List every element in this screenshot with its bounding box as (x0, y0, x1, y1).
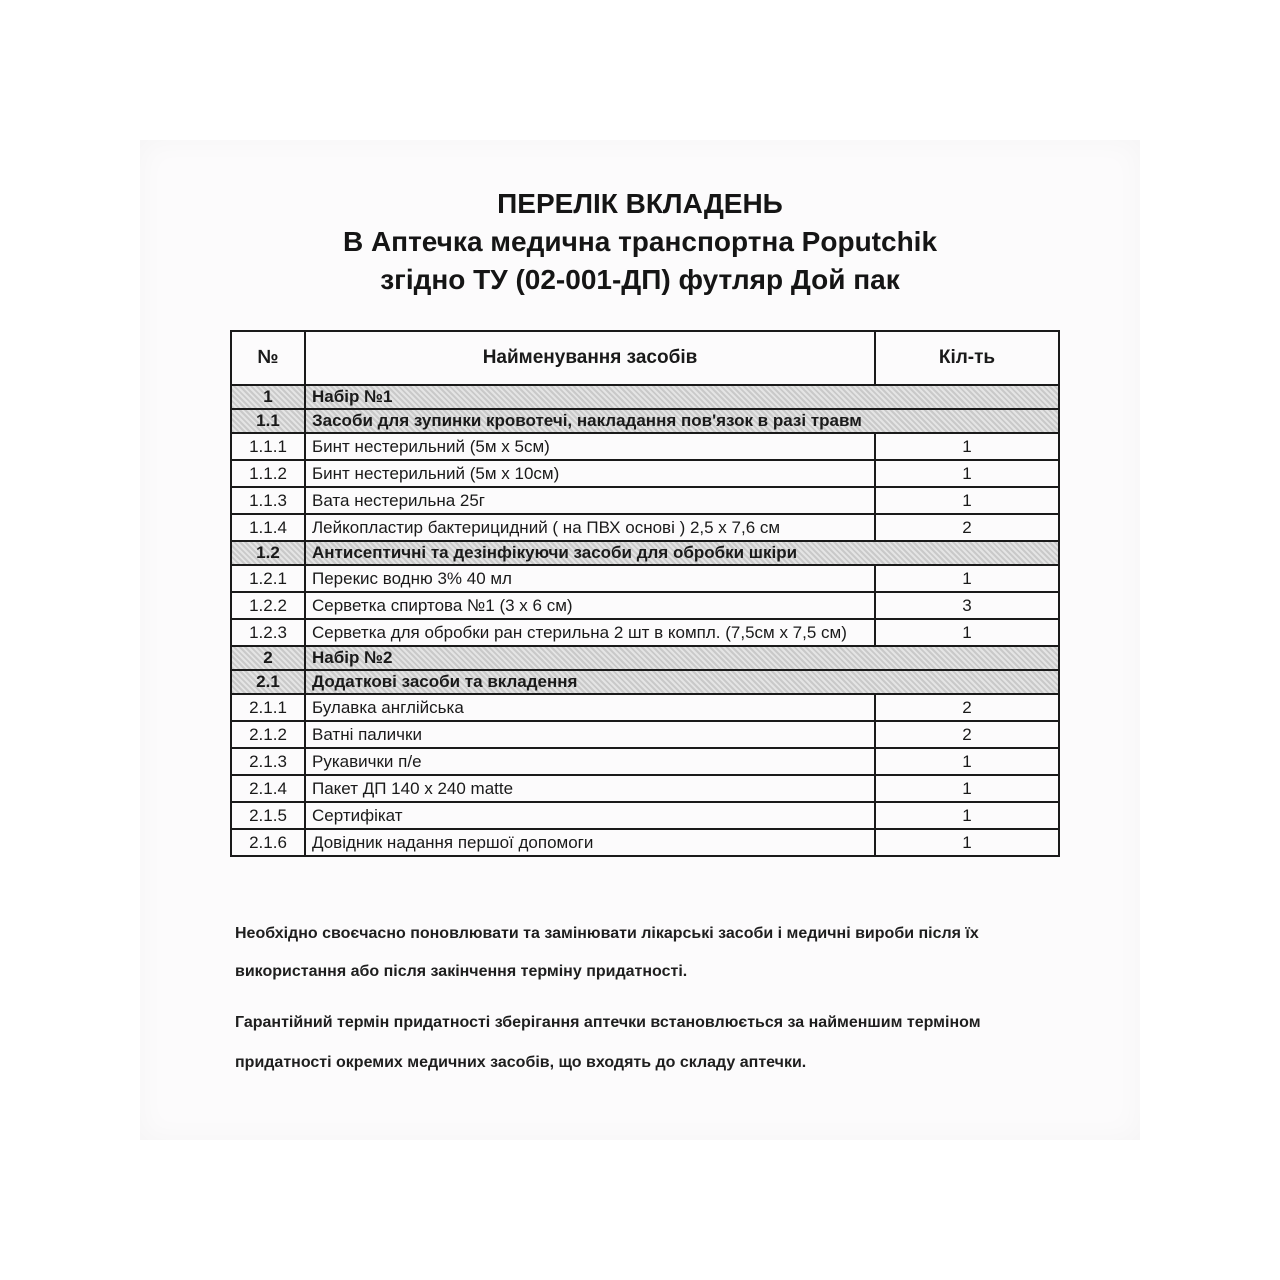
note-paragraph-2: Гарантійний термін придатності зберігання аптечки встановлюється за найменшим терміном придатності окремих медичних засобів, що входять до складу аптечки. (235, 1014, 981, 1071)
row-name: Засоби для зупинки кровотечі, накладання пов'язок в разі травм (305, 409, 1059, 433)
row-num: 1.1.4 (231, 514, 305, 541)
table-row (231, 802, 1059, 829)
header-num: № (231, 331, 305, 385)
row-qty: 1 (875, 460, 1059, 487)
table-row (231, 385, 1059, 409)
row-qty: 2 (875, 694, 1059, 721)
row-num: 2.1.4 (231, 775, 305, 802)
row-num: 2.1.5 (231, 802, 305, 829)
contents-table (230, 330, 1060, 857)
table-row (231, 748, 1059, 775)
row-name: Набір №1 (305, 385, 1059, 409)
row-name: Антисептичні та дезінфікуючи засоби для обробки шкіри (305, 541, 1059, 565)
title-line-3: згідно ТУ (02-001-ДП) футляр Дой пак (380, 264, 900, 295)
row-name: Вата нестерильна 25г (305, 487, 875, 514)
row-num: 1.1.3 (231, 487, 305, 514)
row-qty: 1 (875, 487, 1059, 514)
row-qty: 1 (875, 802, 1059, 829)
table-row (231, 409, 1059, 433)
row-num: 1.1.1 (231, 433, 305, 460)
row-name: Рукавички п/е (305, 748, 875, 775)
row-name: Сертифікат (305, 802, 875, 829)
row-name: Ватні палички (305, 721, 875, 748)
row-num: 1 (231, 385, 305, 409)
row-num: 1.2.1 (231, 565, 305, 592)
table-row (231, 541, 1059, 565)
table-row (231, 775, 1059, 802)
table-row (231, 619, 1059, 646)
row-qty: 3 (875, 592, 1059, 619)
row-num: 2.1 (231, 670, 305, 694)
table-header-row (231, 331, 1059, 385)
table-row (231, 646, 1059, 670)
row-qty: 2 (875, 721, 1059, 748)
table-row (231, 433, 1059, 460)
row-num: 1.2 (231, 541, 305, 565)
table-row (231, 829, 1059, 856)
row-qty: 2 (875, 514, 1059, 541)
row-qty: 1 (875, 619, 1059, 646)
row-name: Серветка для обробки ран стерильна 2 шт в компл. (7,5см х 7,5 см) (305, 619, 875, 646)
row-name: Бинт нестерильний (5м х 10см) (305, 460, 875, 487)
title-line-2: В Аптечка медична транспортна Poputchik (342, 226, 938, 257)
row-num: 1.1 (231, 409, 305, 433)
row-name: Додаткові засоби та вкладення (305, 670, 1059, 694)
table-row (231, 514, 1059, 541)
row-qty: 1 (875, 433, 1059, 460)
header-name: Найменування засобів (305, 331, 875, 385)
row-num: 2 (231, 646, 305, 670)
row-name: Бинт нестерильний (5м х 5см) (305, 433, 875, 460)
row-num: 2.1.1 (231, 694, 305, 721)
note-paragraph-1: Необхідно своєчасно поновлювати та замінювати лікарські засоби і медичні вироби після їх використання або після закінчення терміну придатності. (235, 925, 979, 980)
row-num: 1.2.3 (231, 619, 305, 646)
instruction-sheet (140, 140, 1140, 1140)
notes-section (235, 915, 995, 1095)
row-num: 2.1.6 (231, 829, 305, 856)
row-qty: 1 (875, 565, 1059, 592)
table-row (231, 487, 1059, 514)
row-name: Булавка англійська (305, 694, 875, 721)
row-name: Пакет ДП 140 х 240 matte (305, 775, 875, 802)
document-title (140, 185, 1140, 299)
table-row (231, 460, 1059, 487)
row-qty: 1 (875, 775, 1059, 802)
row-name: Набір №2 (305, 646, 1059, 670)
table-row (231, 670, 1059, 694)
table-row (231, 721, 1059, 748)
row-name: Перекис водню 3% 40 мл (305, 565, 875, 592)
title-line-1: ПЕРЕЛІК ВКЛАДЕНЬ (497, 188, 783, 219)
row-num: 1.2.2 (231, 592, 305, 619)
table-row (231, 694, 1059, 721)
header-qty: Кіл-ть (875, 331, 1059, 385)
table-row (231, 592, 1059, 619)
row-name: Довідник надання першої допомоги (305, 829, 875, 856)
row-qty: 1 (875, 829, 1059, 856)
row-num: 1.1.2 (231, 460, 305, 487)
row-num: 2.1.3 (231, 748, 305, 775)
row-name: Лейкопластир бактерицидний ( на ПВХ основі ) 2,5 х 7,6 см (305, 514, 875, 541)
row-num: 2.1.2 (231, 721, 305, 748)
row-name: Серветка спиртова №1 (3 х 6 см) (305, 592, 875, 619)
row-qty: 1 (875, 748, 1059, 775)
table-row (231, 565, 1059, 592)
